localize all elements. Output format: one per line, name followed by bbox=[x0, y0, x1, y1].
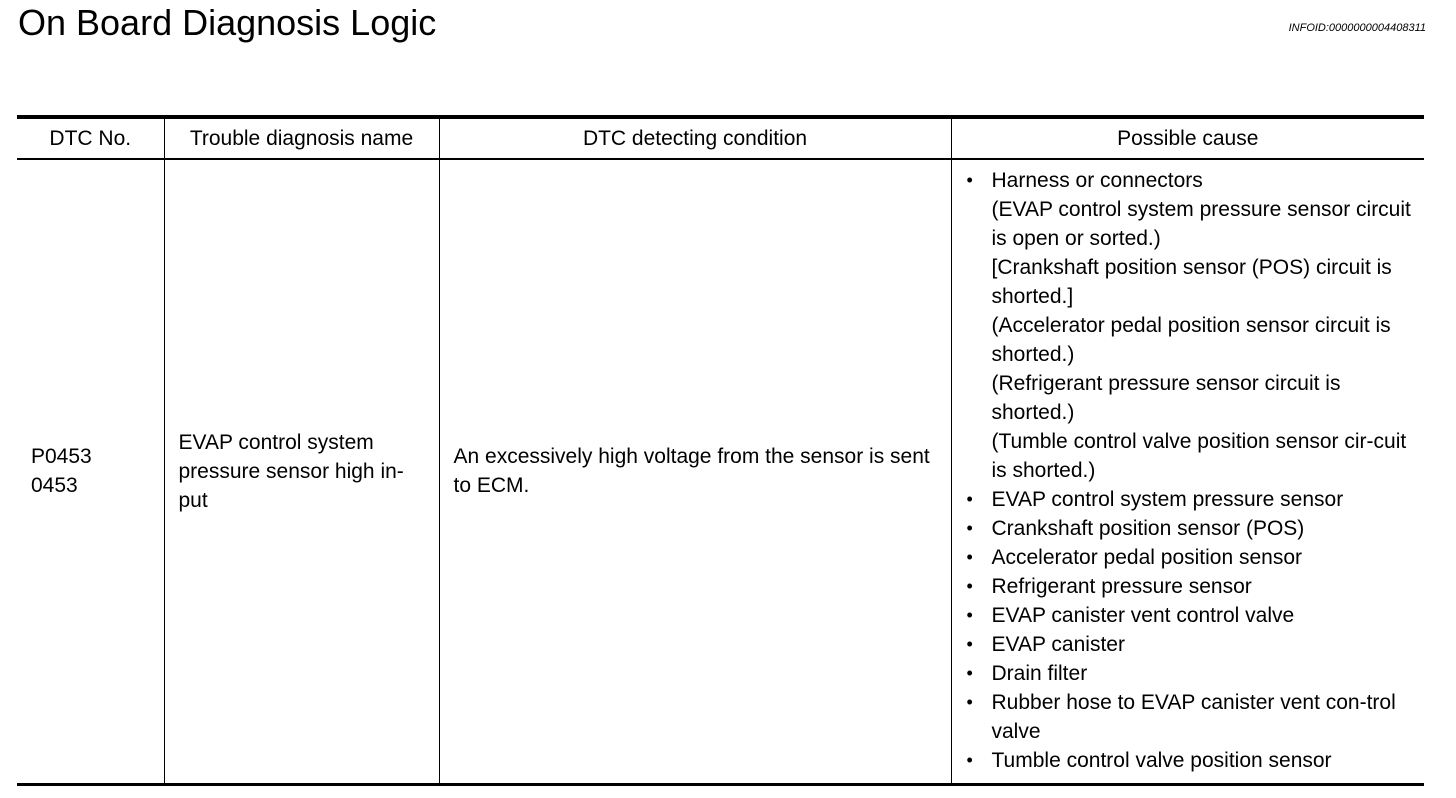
page-title: On Board Diagnosis Logic bbox=[18, 2, 437, 43]
dtc-code-alt: 0453 bbox=[31, 474, 78, 498]
cause-item: • EVAP canister bbox=[966, 630, 1415, 659]
trouble-name-cell: EVAP control system pressure sensor high in-put bbox=[164, 159, 439, 784]
dtc-number-cell bbox=[17, 159, 164, 784]
dtc-code: P0453 bbox=[31, 445, 92, 469]
cause-item: • Accelerator pedal position sensor bbox=[966, 543, 1415, 572]
header-dtc-detecting-condition: DTC detecting condition bbox=[439, 117, 951, 159]
cause-item-label: Harness or connectors bbox=[991, 169, 1203, 192]
cause-detail: (Refrigerant pressure sensor circuit is shorted.) bbox=[991, 372, 1341, 424]
header-possible-cause: Possible cause bbox=[951, 117, 1424, 159]
cause-item: • EVAP canister vent control valve bbox=[966, 601, 1415, 630]
detecting-condition-cell: An excessively high voltage from the sensor is sent to ECM. bbox=[439, 159, 951, 784]
cause-item: • Crankshaft position sensor (POS) bbox=[966, 514, 1415, 543]
table-header-row bbox=[17, 117, 1424, 159]
cause-detail: (Tumble control valve position sensor cir-cuit is shorted.) bbox=[991, 430, 1407, 482]
diagnosis-table bbox=[17, 115, 1424, 786]
table-row bbox=[17, 159, 1424, 784]
cause-item: • Refrigerant pressure sensor bbox=[966, 572, 1415, 601]
cause-item bbox=[966, 166, 1415, 485]
cause-item: • EVAP control system pressure sensor bbox=[966, 485, 1415, 514]
cause-item: • Rubber hose to EVAP canister vent con-trol valve bbox=[966, 688, 1415, 746]
cause-list bbox=[966, 166, 1415, 775]
cause-detail: (Accelerator pedal position sensor circuit is shorted.) bbox=[991, 314, 1391, 366]
possible-cause-cell bbox=[951, 159, 1424, 784]
info-id: INFOID:0000000004408311 bbox=[1288, 22, 1426, 34]
cause-detail: (EVAP control system pressure sensor circuit is open or sorted.) bbox=[991, 198, 1411, 250]
header-trouble-diagnosis-name: Trouble diagnosis name bbox=[164, 117, 439, 159]
cause-item: • Tumble control valve position sensor bbox=[966, 746, 1415, 775]
cause-item: • Drain filter bbox=[966, 659, 1415, 688]
cause-detail: [Crankshaft position sensor (POS) circuit is shorted.] bbox=[991, 256, 1392, 308]
header-dtc-no: DTC No. bbox=[49, 127, 132, 150]
